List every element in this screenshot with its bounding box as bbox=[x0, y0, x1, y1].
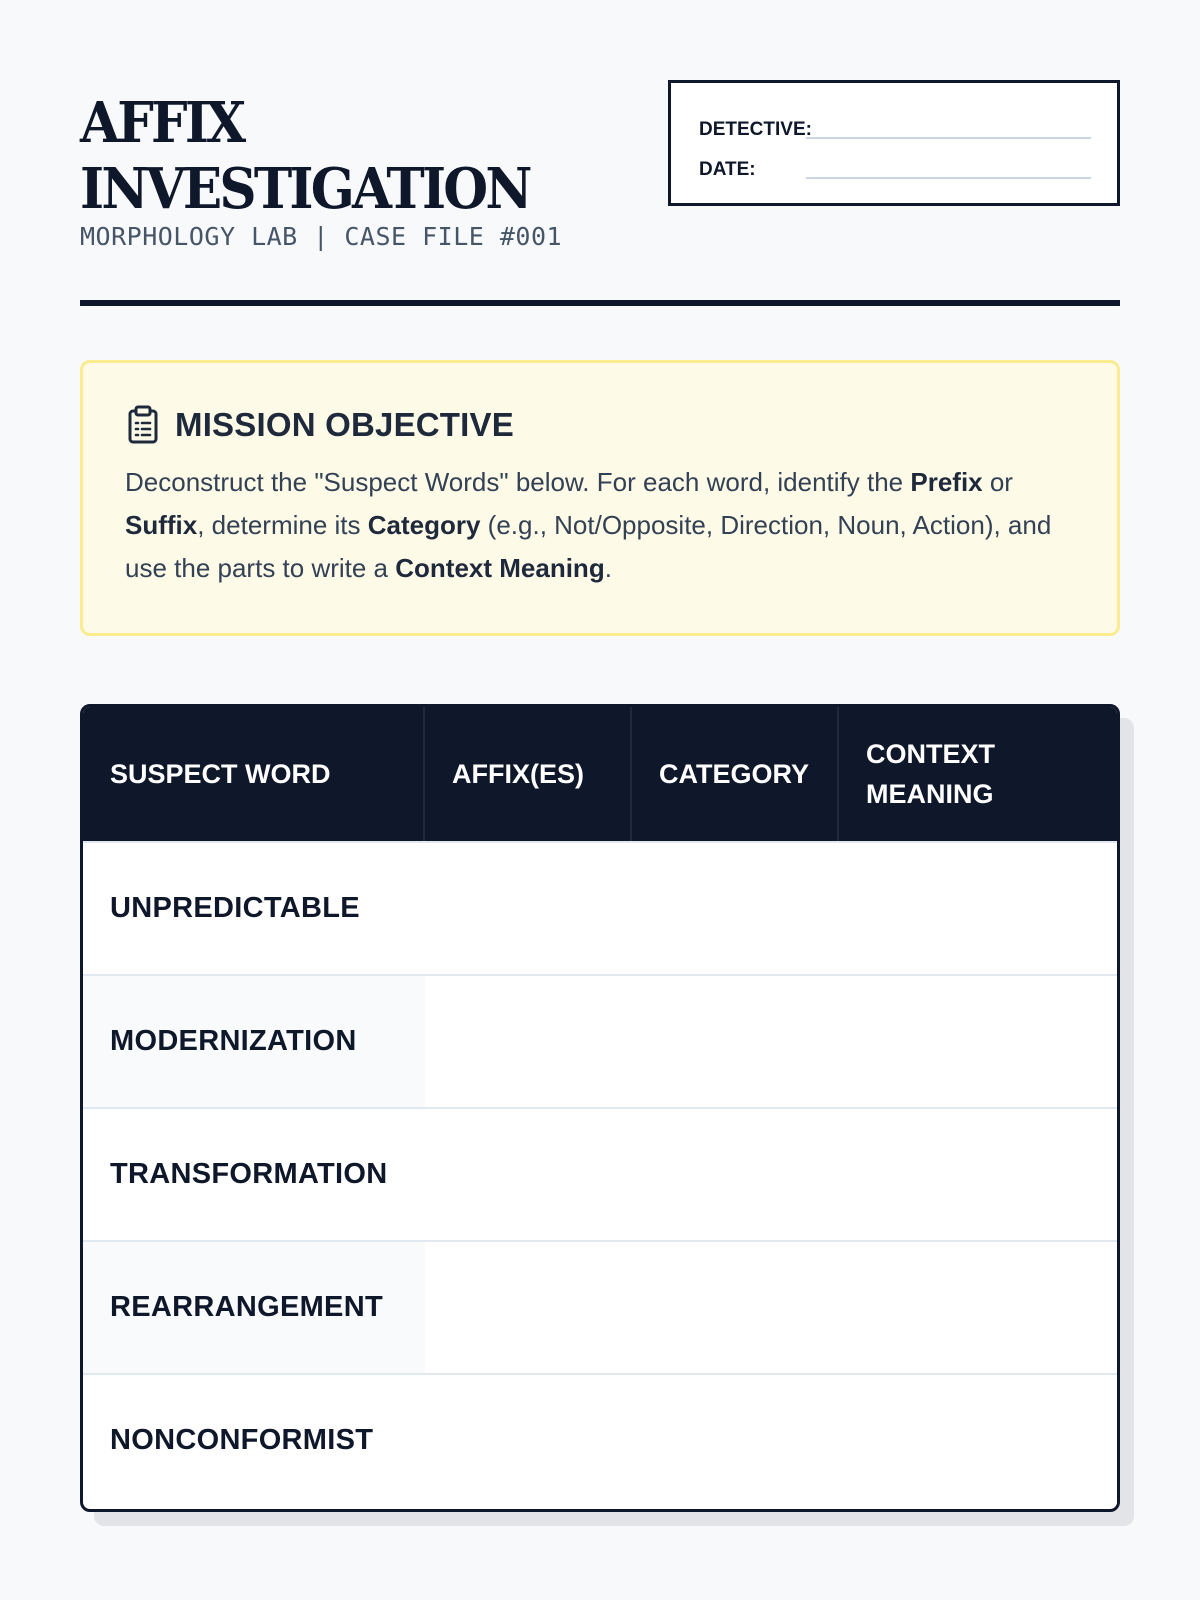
table-row bbox=[83, 1240, 1117, 1373]
case-file-subtitle: MORPHOLOGY LAB | CASE FILE #001 bbox=[80, 222, 563, 251]
table-row bbox=[83, 841, 1117, 974]
date-field[interactable] bbox=[806, 153, 1091, 179]
detective-name-field[interactable] bbox=[806, 113, 1091, 139]
mission-title: MISSION OBJECTIVE bbox=[175, 406, 514, 443]
suspect-word-cell: NONCONFORMIST bbox=[110, 1424, 374, 1456]
title-line-1: AFFIX bbox=[80, 90, 244, 156]
mission-text-2: or bbox=[982, 467, 1013, 497]
header-suspect-word: SUSPECT WORD bbox=[83, 707, 425, 841]
term-prefix: Prefix bbox=[910, 467, 983, 497]
answer-cells[interactable] bbox=[425, 1109, 1117, 1240]
header-category: CATEGORY bbox=[632, 707, 839, 841]
mission-instructions bbox=[125, 461, 1075, 590]
mission-text-5: . bbox=[604, 553, 612, 583]
term-context-meaning: Context Meaning bbox=[395, 553, 605, 583]
mission-text-3: , determine its bbox=[197, 510, 368, 540]
suspect-word-cell: UNPREDICTABLE bbox=[110, 892, 360, 924]
suspect-word-cell: REARRANGEMENT bbox=[83, 1242, 425, 1373]
clipboard-icon bbox=[125, 405, 161, 445]
detective-id-box bbox=[668, 80, 1120, 206]
worksheet-title bbox=[80, 90, 595, 222]
worksheet-header bbox=[80, 80, 1120, 251]
suspect-words-table bbox=[80, 704, 1120, 1512]
answer-cells[interactable] bbox=[425, 1242, 1117, 1373]
term-category: Category bbox=[367, 510, 481, 540]
detective-label: DETECTIVE: bbox=[699, 119, 812, 140]
suspect-word-cell: MODERNIZATION bbox=[83, 976, 425, 1107]
mission-objective-panel bbox=[80, 360, 1120, 636]
answer-cells[interactable] bbox=[425, 976, 1117, 1107]
mission-text-1: Deconstruct the "Suspect Words" below. For each word, identify the bbox=[125, 467, 911, 497]
detective-row bbox=[699, 107, 1091, 147]
table-row bbox=[83, 974, 1117, 1107]
suspect-word-cell: TRANSFORMATION bbox=[110, 1158, 388, 1190]
header-context-meaning: CONTEXT MEANING bbox=[866, 739, 996, 809]
mission-heading bbox=[125, 405, 1075, 445]
mission-text-4: (e.g., Not/Opposite, Direction, Noun, Action), and use the parts to write a bbox=[125, 510, 1052, 583]
header-affixes: AFFIX(ES) bbox=[425, 707, 632, 841]
title-line-2: INVESTIGATION bbox=[80, 156, 530, 222]
table-row bbox=[83, 1107, 1117, 1240]
answer-cells[interactable] bbox=[425, 843, 1117, 974]
answer-cells[interactable] bbox=[425, 1375, 1117, 1506]
header-divider bbox=[80, 300, 1120, 306]
date-row bbox=[699, 147, 1091, 187]
suspect-words-table-container bbox=[80, 704, 1120, 1512]
table-header-row bbox=[83, 707, 1117, 841]
term-suffix: Suffix bbox=[125, 510, 198, 540]
date-label: DATE: bbox=[699, 159, 756, 180]
table-row bbox=[83, 1373, 1117, 1506]
